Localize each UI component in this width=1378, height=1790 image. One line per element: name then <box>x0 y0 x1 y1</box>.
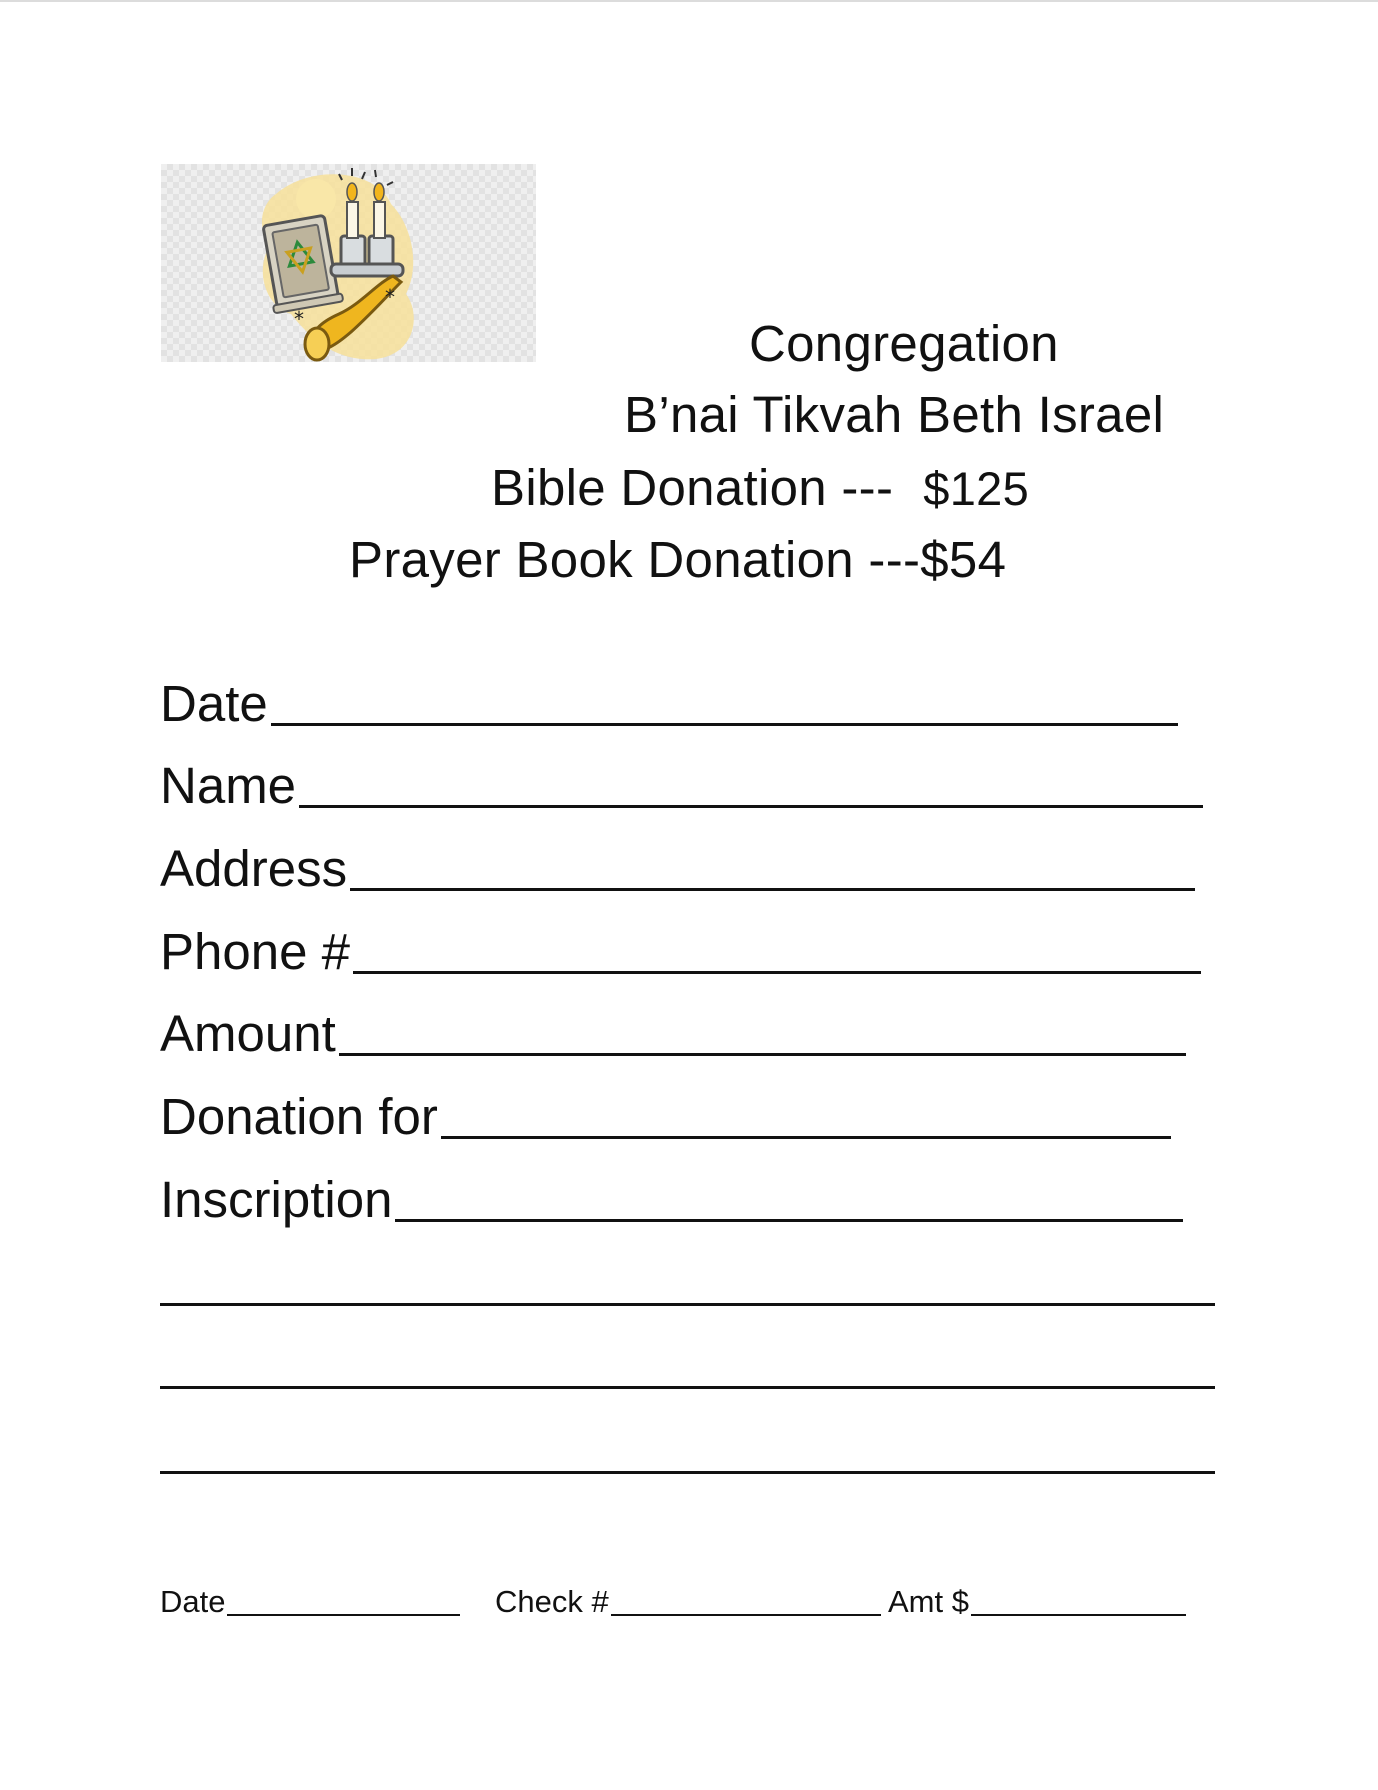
inscription-label: Inscription <box>160 1171 393 1228</box>
footer-amt-field[interactable] <box>888 1580 1186 1620</box>
date-field[interactable] <box>160 670 1178 734</box>
date-line[interactable] <box>271 723 1178 726</box>
amount-line[interactable] <box>339 1053 1186 1056</box>
address-label: Address <box>160 840 348 897</box>
inscription-line-3[interactable] <box>160 1386 1215 1389</box>
bible-donation-amount: $125 <box>923 462 1030 515</box>
inscription-line[interactable] <box>395 1219 1183 1222</box>
address-field[interactable] <box>160 835 1195 899</box>
footer-date-line[interactable] <box>227 1614 460 1616</box>
svg-text:*: * <box>385 285 395 309</box>
address-line[interactable] <box>350 888 1195 891</box>
torah-candles-shofar-icon <box>161 164 536 362</box>
donation-for-field[interactable] <box>160 1083 1171 1147</box>
footer-check-label: Check # <box>495 1584 609 1619</box>
footer-check-field[interactable] <box>495 1580 881 1620</box>
amount-field[interactable] <box>160 1000 1186 1064</box>
amount-label: Amount <box>160 1005 336 1062</box>
bible-donation-line <box>491 458 1029 519</box>
footer-amt-label: Amt $ <box>888 1584 969 1619</box>
date-label: Date <box>160 675 268 732</box>
phone-label: Phone # <box>160 923 351 980</box>
name-line[interactable] <box>299 805 1203 808</box>
phone-line[interactable] <box>353 971 1201 974</box>
footer-amt-line[interactable] <box>971 1614 1186 1616</box>
inscription-field[interactable] <box>160 1166 1183 1230</box>
inscription-line-2[interactable] <box>160 1303 1215 1306</box>
footer-check-line[interactable] <box>611 1614 881 1616</box>
bible-donation-label: Bible Donation --- <box>491 459 894 516</box>
name-label: Name <box>160 757 297 814</box>
clipart-image <box>161 164 536 362</box>
prayer-book-donation-line: Prayer Book Donation ---$54 <box>349 531 1007 588</box>
footer-date-label: Date <box>160 1584 226 1619</box>
page-top-rule <box>0 0 1378 2</box>
congregation-heading: Congregation <box>749 315 1059 372</box>
footer-date-field[interactable] <box>160 1580 460 1620</box>
phone-field[interactable] <box>160 918 1201 982</box>
inscription-line-4[interactable] <box>160 1471 1215 1474</box>
congregation-name: B’nai Tikvah Beth Israel <box>624 386 1165 443</box>
donation-for-line[interactable] <box>441 1136 1171 1139</box>
svg-text:*: * <box>294 307 304 331</box>
donation-for-label: Donation for <box>160 1088 438 1145</box>
name-field[interactable] <box>160 752 1203 816</box>
